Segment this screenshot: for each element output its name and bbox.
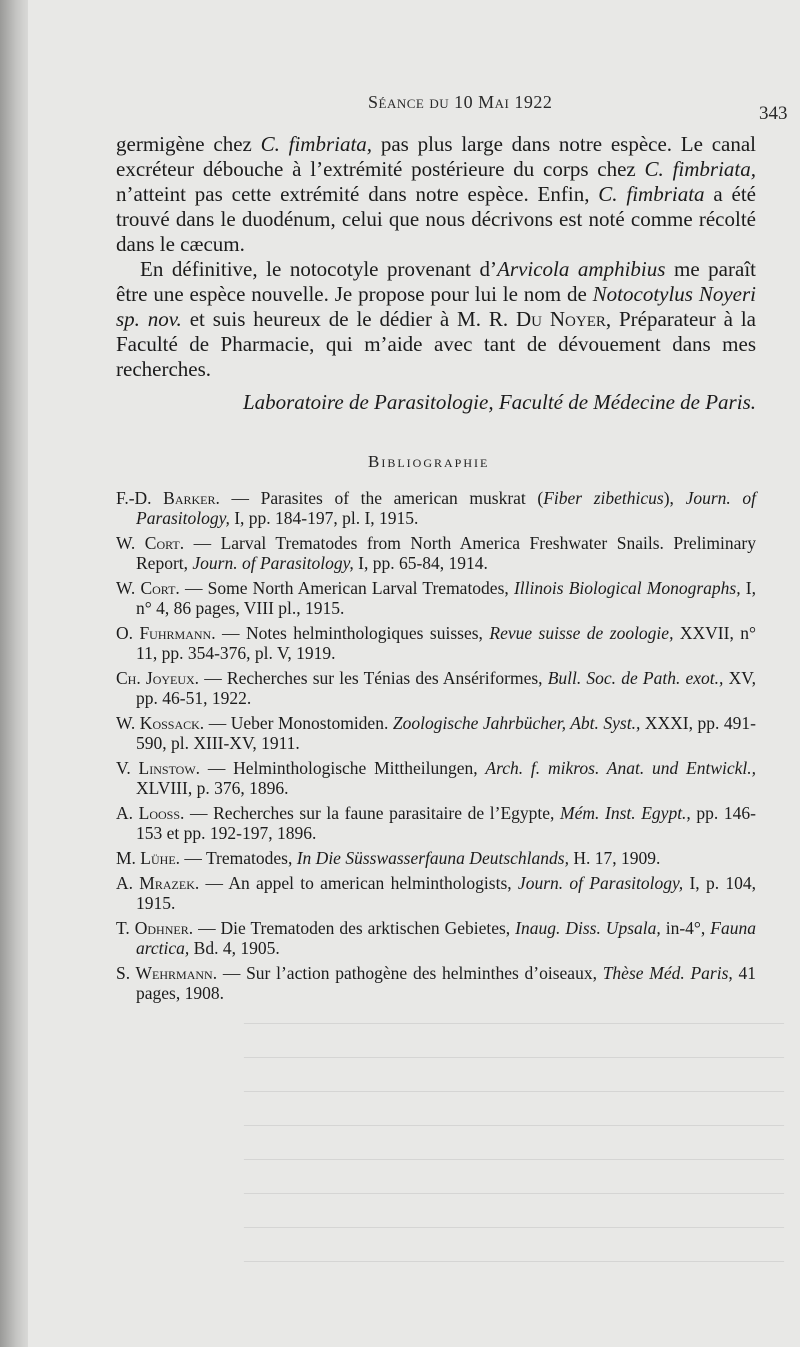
page-number: 343	[759, 103, 788, 124]
bib-text: XXXI, pp. 491-590, pl. XIII-XV, 1911.	[136, 713, 756, 753]
bib-entry	[116, 578, 756, 618]
bib-author: M. Lühe.	[116, 848, 181, 868]
bib-italic: In Die Süsswasserfauna Deutschlands,	[296, 848, 569, 868]
bib-italic: Fauna arctica,	[136, 918, 756, 958]
bib-text: — Sur l’action pathogène des helminthes d’oiseaux,	[217, 963, 603, 983]
bib-text: — Recherches sur la faune parasitaire de l’Egypte,	[184, 803, 561, 823]
bib-text: in-4°,	[660, 918, 711, 938]
bib-text: I, p. 104, 1915.	[136, 873, 756, 913]
running-head	[368, 92, 552, 113]
bib-text: XXVII, n° 11, pp. 354-376, pl. V, 1919.	[136, 623, 757, 663]
bib-text: — An appel to american helminthologists,	[199, 873, 518, 893]
bib-author: A. Looss.	[116, 803, 185, 823]
bib-text: Bd. 4, 1905.	[189, 938, 280, 958]
bib-text: — Helminthologische Mittheilungen,	[200, 758, 486, 778]
bib-text: — Die Trematoden des arktischen Gebietes,	[193, 918, 516, 938]
bib-text: — Recherches sur les Ténias des Ansériformes,	[199, 668, 548, 688]
bib-text: XLVIII, p. 376, 1896.	[136, 778, 289, 798]
paragraph-1	[116, 132, 756, 257]
bib-author: S. Wehrmann.	[116, 963, 218, 983]
paragraph-2	[116, 257, 756, 382]
bib-entry	[116, 873, 756, 913]
bib-text: — Trematodes,	[180, 848, 297, 868]
bibliography-heading: Bibliographie	[368, 452, 490, 471]
bibliography-list	[116, 488, 756, 1008]
bib-text: I, pp. 65-84, 1914.	[353, 553, 488, 573]
bib-entry	[116, 803, 756, 843]
bib-italic: Journ. of Parasitology,	[192, 553, 354, 573]
bib-italic: Zoologische Jahrbücher, Abt. Syst.,	[392, 713, 641, 733]
p2-text-c: me paraît être une espèce nouvelle. Je propose pour lui le nom de	[116, 257, 756, 306]
bib-entry	[116, 488, 756, 528]
p1-species-a: C. fimbriata,	[260, 132, 373, 156]
bib-entry	[116, 963, 756, 1003]
bib-text: ),	[663, 488, 686, 508]
running-head-day: 10	[454, 92, 474, 112]
p1-species-d: C. fimbriata,	[644, 157, 756, 181]
bib-text: H. 17, 1909.	[568, 848, 661, 868]
bib-italic: Arch. f. mikros. Anat. und Entwickl.,	[485, 758, 757, 778]
p1-text-g: a été trouvé dans le duodénum, celui que nous décrivons est noté comme récolté dans le cæcum.	[116, 182, 756, 256]
bib-entry	[116, 668, 756, 708]
bib-entry	[116, 623, 756, 663]
bib-italic: Mém. Inst. Egypt.,	[560, 803, 691, 823]
p1-text-a: germigène chez	[116, 132, 261, 156]
bib-text: pp. 146-153 et pp. 192-197, 1896.	[136, 803, 757, 843]
scan-binding-shadow	[0, 0, 28, 1347]
bib-italic: Bull. Soc. de Path. exot.,	[547, 668, 724, 688]
p2-text-e: et suis heureux de le dédier à M. R.	[181, 307, 516, 331]
p1-species-f: C. fimbriata	[598, 182, 705, 206]
laboratory-line: Laboratoire de Parasitologie, Faculté de Médecine de Paris.	[242, 390, 756, 414]
bib-entry	[116, 758, 756, 798]
bib-author: F.-D. Barker.	[116, 488, 220, 508]
bib-italic: Journ. of Parasitology,	[517, 873, 684, 893]
bib-entry	[116, 713, 756, 753]
p2-text-g: Préparateur à la Faculté de Pharmacie, qui m’aide avec tant de dévouement dans mes recherches.	[116, 307, 756, 381]
running-head-part1: Séance du	[368, 92, 455, 112]
bib-text: 41 pages, 1908.	[136, 963, 756, 1003]
bib-text: XV, pp. 46-51, 1922.	[136, 668, 756, 708]
bib-text: I, pp. 184-197, pl. I, 1915.	[229, 508, 419, 528]
running-head-year: 1922	[514, 92, 553, 112]
bib-italic: Journ. of Parasitology,	[136, 488, 756, 528]
bib-italic: Thèse Méd. Paris,	[602, 963, 733, 983]
bib-text: — Ueber Monostomiden.	[204, 713, 393, 733]
p2-species-d: Notocotylus Noyeri sp. nov.	[116, 282, 756, 331]
p1-text-c: pas plus large dans notre espèce. Le canal excréteur débouche à l’extrémité postérieure du corps chez	[116, 132, 757, 181]
bib-italic: Inaug. Diss. Upsala,	[515, 918, 661, 938]
bib-author: V. Linstow.	[116, 758, 201, 778]
bib-author: W. Cort.	[116, 578, 180, 598]
bib-author: W. Kossack.	[116, 713, 205, 733]
bib-author: Ch. Joyeux.	[116, 668, 200, 688]
bib-italic: Illinois Biological Monographs,	[513, 578, 741, 598]
bib-entry	[116, 918, 756, 958]
body-text	[116, 132, 756, 415]
bib-text: — Some North American Larval Trematodes,	[179, 578, 514, 598]
bib-italic: Fiber zibethicus	[543, 488, 664, 508]
bib-entry	[116, 848, 756, 868]
p2-name-f: Du Noyer,	[515, 307, 612, 331]
bib-entry	[116, 533, 756, 573]
bleed-through-texture: —————————————————————————————— —————————————————————————————— —————————————————————————————— —————————————————————————————— —————————————————————————————— —————————————————————————————— —————————————————————————————— ——————————————————————————————	[244, 1012, 784, 1270]
bib-author: O. Fuhrmann.	[116, 623, 216, 643]
bib-text: — Notes helminthologiques suisses,	[215, 623, 490, 643]
p1-text-e: n’atteint pas cette extrémité dans notre espèce. Enfin,	[116, 182, 599, 206]
bib-text: — Larval Trematodes from North America Freshwater Snails. Preliminary Report,	[136, 533, 756, 573]
bib-author: T. Odhner.	[116, 918, 194, 938]
bib-author: A. Mrazek.	[116, 873, 200, 893]
bib-italic: Revue suisse de zoologie,	[489, 623, 674, 643]
bib-author: W. Cort.	[116, 533, 185, 553]
bib-text: — Parasites of the american muskrat (	[219, 488, 544, 508]
running-head-part2: Mai	[473, 92, 515, 112]
bib-text: I, n° 4, 86 pages, VIII pl., 1915.	[136, 578, 756, 618]
p2-species-b: Arvicola amphibius	[497, 257, 666, 281]
p2-text-a: En définitive, le notocotyle provenant d’	[140, 257, 498, 281]
